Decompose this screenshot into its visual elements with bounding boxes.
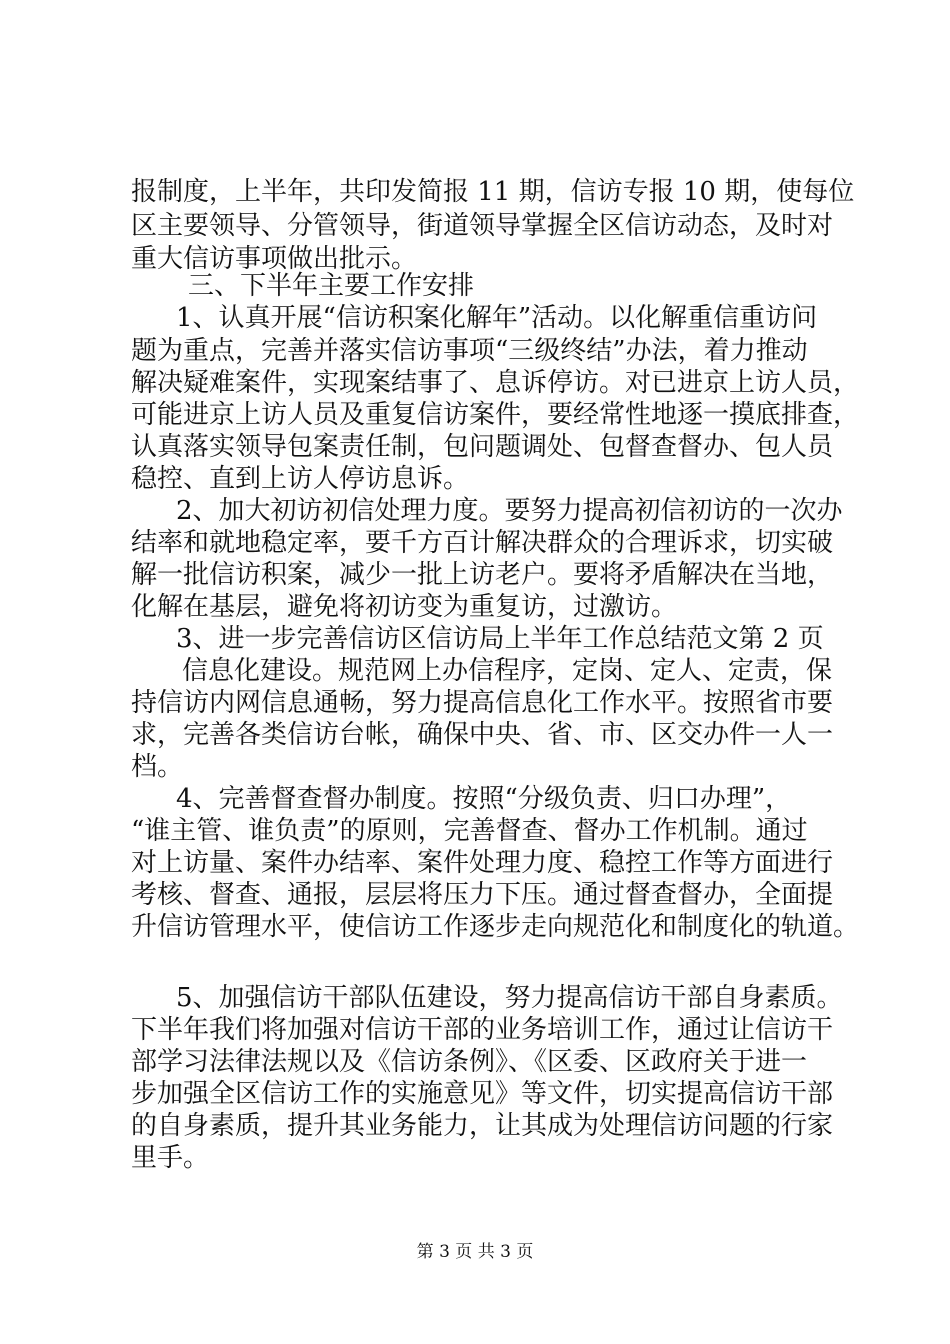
section-heading: 三、下半年主要工作安排 xyxy=(188,271,475,301)
text-line: 2、加大初访初信处理力度。要努力提高初信初访的一次办 xyxy=(176,496,843,526)
page-number-footer: 第 3 页 共 3 页 xyxy=(416,1242,534,1262)
text-line: 下半年我们将加强对信访干部的业务培训工作，通过让信访干 xyxy=(131,1015,834,1045)
text-line: 的自身素质，提升其业务能力，让其成为处理信访问题的行家 xyxy=(131,1111,834,1141)
text-line: 档。 xyxy=(131,752,184,782)
text-line: 结率和就地稳定率，要千方百计解决群众的合理诉求，切实破 xyxy=(131,528,834,558)
text-line: 持信访内网信息通畅，努力提高信息化工作水平。按照省市要 xyxy=(131,688,834,718)
text-line: 化解在基层，避免将初访变为重复访，过激访。 xyxy=(131,592,678,622)
text-line: 可能进京上访人员及重复信访案件，要经常性地逐一摸底排查， xyxy=(131,400,860,430)
text-line: 稳控、直到上访人停访息诉。 xyxy=(131,464,470,494)
text-line: 部学习法律法规以及《信访条例》、《区委、区政府关于进一 xyxy=(131,1047,808,1077)
text-line: 解一批信访积案，减少一批上访老户。要将矛盾解决在当地， xyxy=(131,560,834,590)
text-line: 步加强全区信访工作的实施意见》等文件，切实提高信访干部 xyxy=(131,1079,834,1109)
text-line: “谁主管、谁负责”的原则，完善督查、督办工作机制。通过 xyxy=(131,816,808,846)
text-line: 5、加强信访干部队伍建设，努力提高信访干部自身素质。 xyxy=(176,983,843,1013)
text-line: 信息化建设。规范网上办信程序，定岗、定人、定责，保 xyxy=(182,656,833,686)
text-line: 认真落实领导包案责任制，包问题调处、包督查督办、包人员 xyxy=(131,432,834,462)
text-line: 题为重点，完善并落实信访事项“三级终结”办法，着力推动 xyxy=(131,336,808,366)
text-line: 升信访管理水平，使信访工作逐步走向规范化和制度化的轨道。 xyxy=(131,912,860,942)
text-line: 报制度，上半年，共印发简报 11 期，信访专报 10 期，使每位 xyxy=(131,177,855,207)
text-line: 里手。 xyxy=(131,1143,210,1173)
text-line: 考核、督查、通报，层层将压力下压。通过督查督办，全面提 xyxy=(131,880,834,910)
text-line: 区主要领导、分管领导，街道领导掌握全区信访动态，及时对 xyxy=(131,211,834,241)
text-line: 求，完善各类信访台帐，确保中央、省、市、区交办件一人一 xyxy=(131,720,834,750)
text-line: 3、进一步完善信访区信访局上半年工作总结范文第 2 页 xyxy=(176,624,824,654)
text-line: 解决疑难案件，实现案结事了、息诉停访。对已进京上访人员， xyxy=(131,368,860,398)
text-line: 4、完善督查督办制度。按照“分级负责、归口办理”， xyxy=(176,784,792,814)
text-line: 对上访量、案件办结率、案件处理力度、稳控工作等方面进行 xyxy=(131,848,834,878)
text-line: 重大信访事项做出批示。 xyxy=(131,244,418,274)
text-line: 1、认真开展“信访积案化解年”活动。以化解重信重访问 xyxy=(176,303,818,333)
